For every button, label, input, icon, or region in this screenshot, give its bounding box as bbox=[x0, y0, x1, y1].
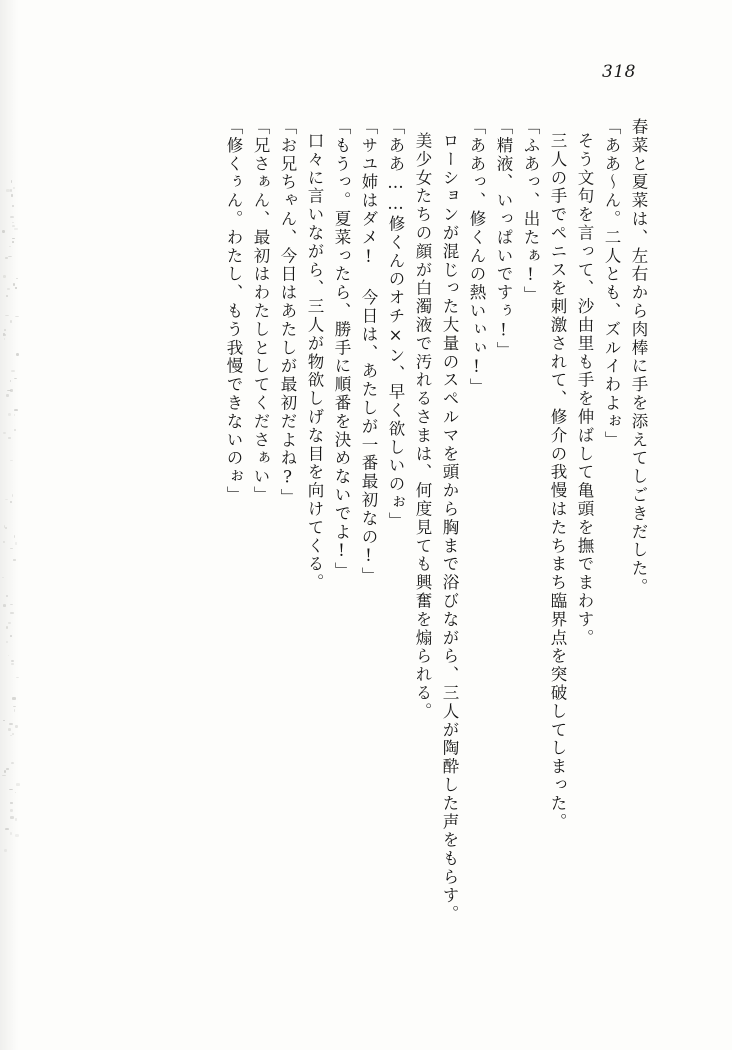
text-line: ローションが混じった大量のスペルマを頭から胸まで浴びながら、三人が陶酔した声をもらす。 bbox=[440, 132, 459, 924]
text-line: 「精液、いっぱいですぅ!」 bbox=[494, 118, 513, 360]
text-line: 三人の手でペニスを刺激されて、修介の我慢はたちまち臨界点を突破してしまった。 bbox=[548, 132, 567, 832]
text-line: 「サユ姉はダメ! 今日は、あたしが一番最初なの!」 bbox=[359, 118, 378, 586]
text-line: 「ふあっ、出たぁ!」 bbox=[521, 118, 540, 305]
text-line: そう文句を言って、沙由里も手を伸ばして亀頭を撫でまわす。 bbox=[575, 132, 594, 648]
text-line: 「もうっ。夏菜ったら、勝手に順番を決めないでよ!」 bbox=[332, 118, 351, 581]
text-line: 「修くぅん。わたし、もう我慢できないのぉ」 bbox=[224, 118, 243, 505]
text-line: 美少女たちの顔が白濁液で汚れるさまは、何度見ても興奮を煽られる。 bbox=[413, 132, 432, 721]
text-line: 春菜と夏菜は、左右から肉棒に手を添えてしごきだした。 bbox=[629, 118, 648, 597]
body-text-block bbox=[78, 118, 646, 988]
page-number: 318 bbox=[602, 62, 636, 82]
text-line: 口々に言いながら、三人が物欲しげな目を向けてくる。 bbox=[305, 132, 324, 592]
text-line: 「兄さぁん、最初はわたしとしてくださぁい」 bbox=[251, 118, 270, 505]
scan-speckles bbox=[2, 180, 18, 880]
text-line: 「ああ……修くんのオチ×ン、早く欲しいのぉ」 bbox=[386, 118, 405, 531]
text-line: 「ああ～ん。二人とも、ズルイわよぉ」 bbox=[602, 118, 621, 450]
text-line: 「ああっ、修くんの熱いぃぃ!」 bbox=[467, 118, 486, 397]
text-line: 「お兄ちゃん、今日はあたしが最初だよね?」 bbox=[278, 118, 297, 507]
